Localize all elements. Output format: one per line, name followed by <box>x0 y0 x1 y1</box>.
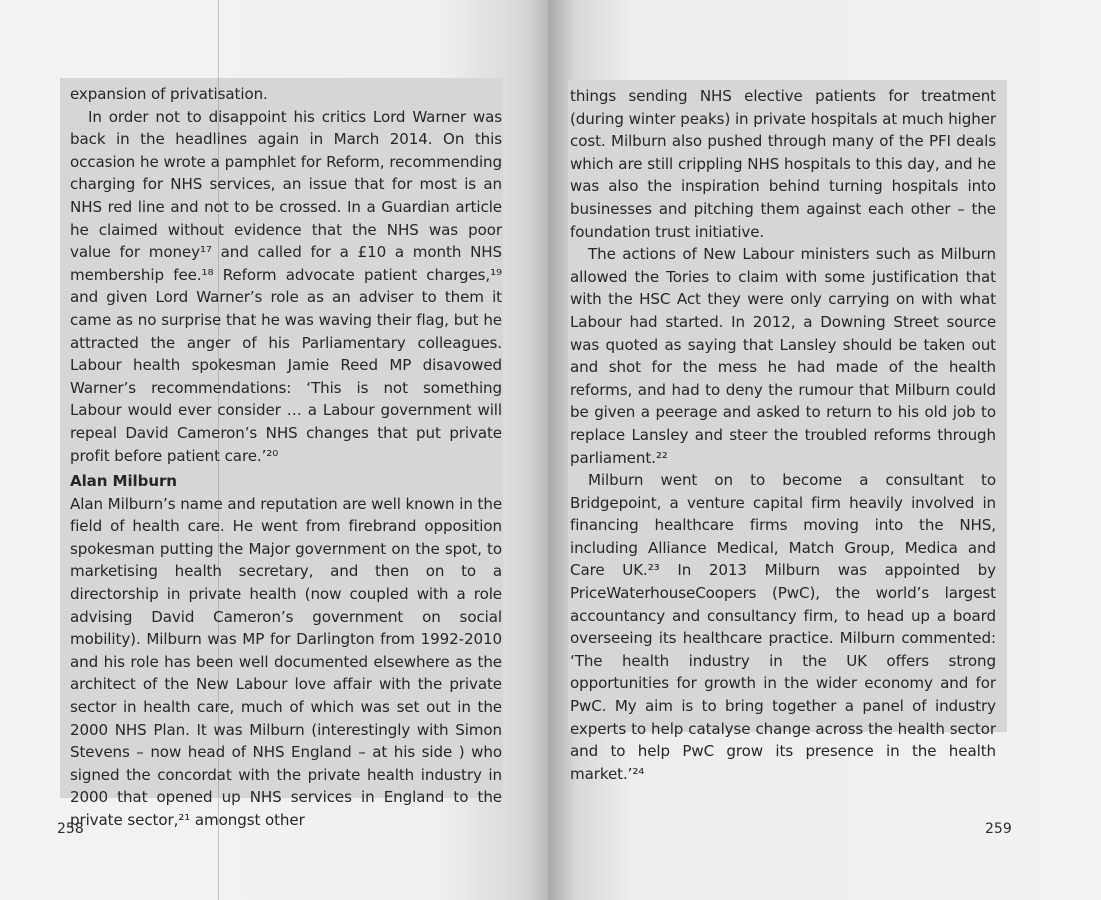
paragraph: things sending NHS elective patients for treatment (during winter peaks) in private hospitals at much higher cost. Milburn also pushed through many of the PFI deals which are still crippling NHS hospitals to this day, and he was also the inspiration behind turning hospitals into businesses and pitching them against each other – the foundation trust initiative. <box>570 87 996 241</box>
left-page-text <box>70 83 502 832</box>
right-page-number: 259 <box>985 821 1012 837</box>
paragraph: expansion of privatisation. <box>70 85 268 103</box>
paragraph: The actions of New Labour ministers such as Milburn allowed the Tories to claim with some justification that with the HSC Act they were only carrying on with what Labour had started. In 2012, a Downing Street source was quoted as saying that Lansley should be taken out and shot for the mess he had made of the health reforms, and had to deny the rumour that Milburn could be given a peerage and asked to return to his old job to replace Lansley and steer the troubled reforms through parliament.²² <box>570 245 996 467</box>
right-page-text <box>570 85 996 785</box>
left-page-number: 258 <box>57 821 84 837</box>
section-heading: Alan Milburn <box>70 472 177 491</box>
paragraph: Alan Milburn’s name and reputation are well known in the field of health care. He went from firebrand opposition spokesman putting the Major government on the spot, to marketising health secretary, and then on to a directorship in private health (now coupled with a role advising David Cameron’s government on social mobility). Milburn was MP for Darlington from 1992-2010 and his role has been well documented elsewhere as the architect of the New Labour love affair with the private sector in health care, much of which was set out in the 2000 NHS Plan. It was Milburn (interestingly with Simon Stevens – now head of NHS England – at his side ) who signed the concordat with the private health industry in 2000 that opened up NHS services in England to the private sector,²¹ amongst other <box>70 494 502 829</box>
paragraph: Milburn went on to become a consultant to Bridgepoint, a venture capital firm heavily involved in financing healthcare firms moving into the NHS, including Alliance Medical, Match Group, Medica and Care UK.²³ In 2013 Milburn was appointed by PriceWaterhouseCoopers (PwC), the world’s largest accountancy and consultancy firm, to head up a board overseeing its healthcare practice. Milburn commented: ‘The health industry in the UK offers strong opportunities for growth in the wider economy and for PwC. My aim is to bring together a panel of industry experts to help catalyse change across the health sector and to help PwC grow its presence in the health market.’²⁴ <box>570 471 996 783</box>
paragraph: In order not to disappoint his critics Lord Warner was back in the headlines again in March 2014. On this occasion he wrote a pamphlet for Reform, recommending charging for NHS services, an issue that for most is an NHS red line and not to be crossed. In a Guardian article he claimed without evidence that the NHS was poor value for money¹⁷ and called for a £10 a month NHS membership fee.¹⁸ Reform advocate patient charges,¹⁹ and given Lord Warner’s role as an adviser to them it came as no surprise that he was waving their flag, but he attracted the anger of his Parliamentary colleagues. Labour health spokesman Jamie Reed MP disavowed Warner’s recommendations: ‘This is not something Labour would ever consider … a Labour government will repeal David Cameron’s NHS changes that put private profit before patient care.’²⁰ <box>70 107 502 465</box>
